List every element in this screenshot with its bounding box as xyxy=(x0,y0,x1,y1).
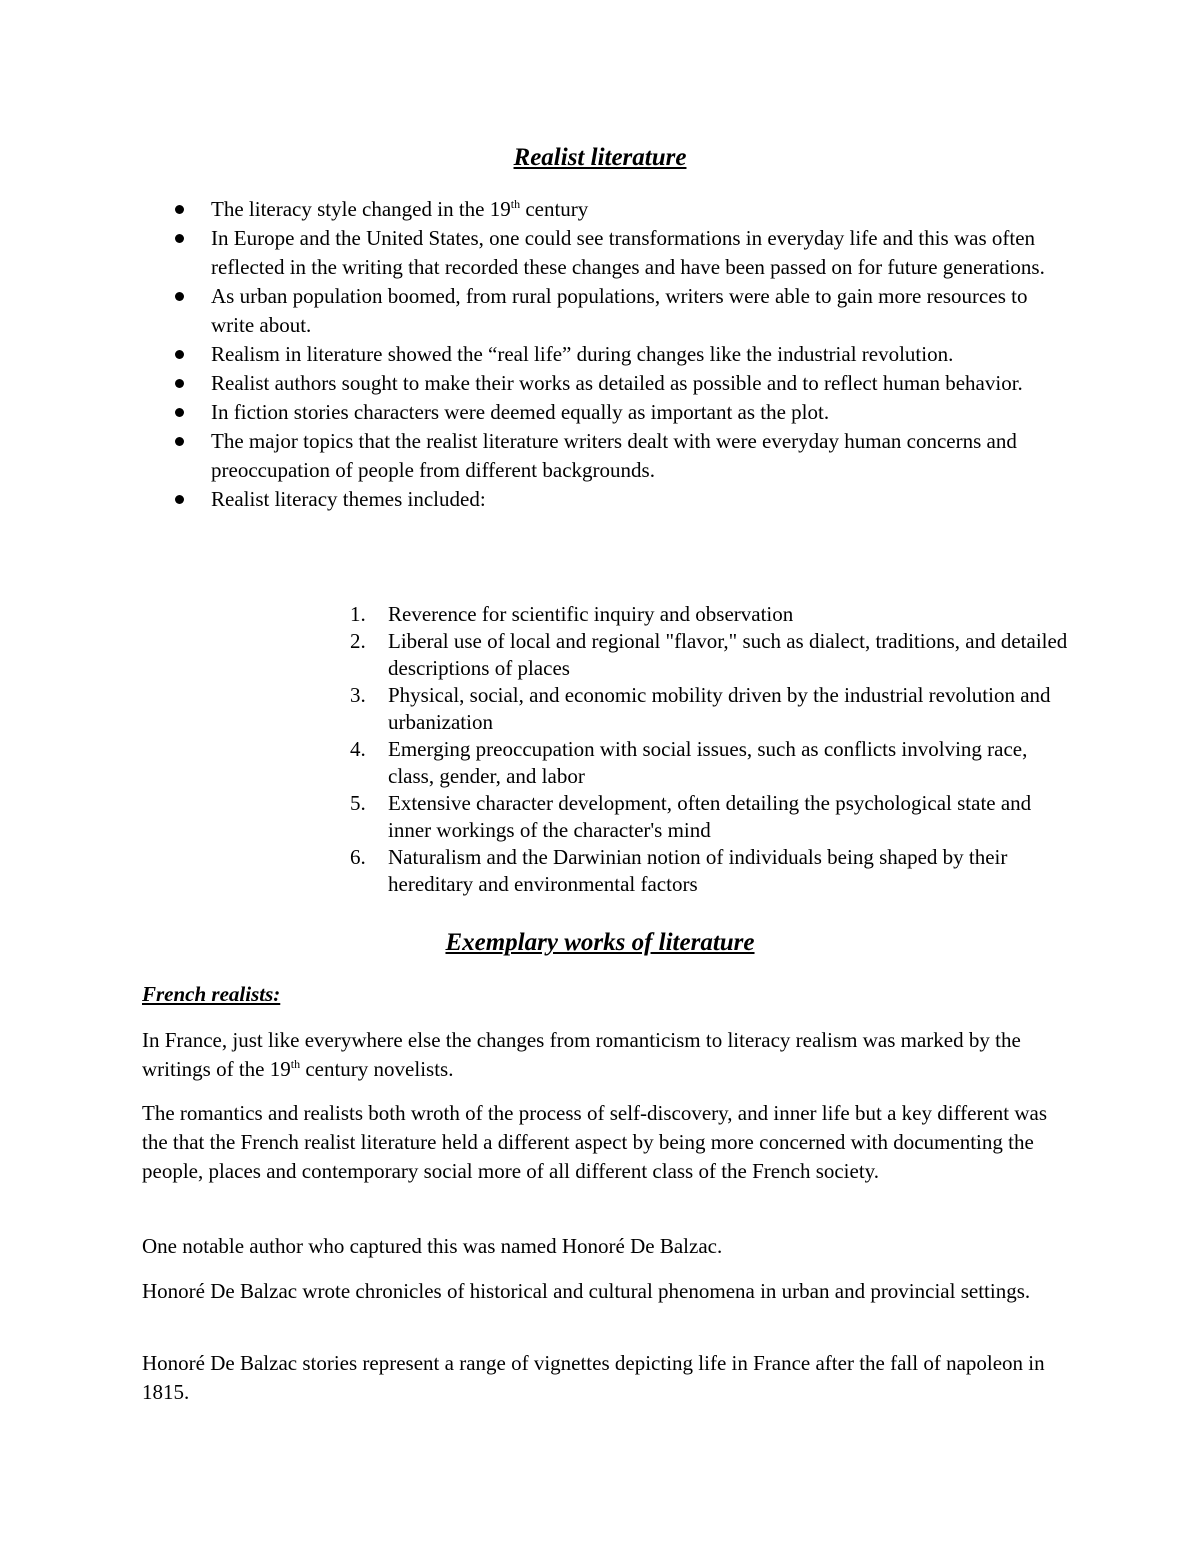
paragraph: In France, just like everywhere else the changes from romanticism to literacy realism was marked by the writings of the 19th century novelists. xyxy=(142,1028,1021,1081)
theme-item: 1. Reverence for scientific inquiry and observation xyxy=(350,602,794,626)
section-title: Exemplary works of literature xyxy=(445,929,755,956)
bullet-item: As urban population boomed, from rural populations, writers were able to gain more resources to write about. xyxy=(172,282,1052,340)
bullet-icon xyxy=(175,437,184,446)
bullet-item: Realist literacy themes included: xyxy=(172,485,1052,514)
bullet-list xyxy=(172,195,1052,514)
bullet-icon xyxy=(175,205,184,214)
bullet-icon xyxy=(175,408,184,417)
subheading: French realists: xyxy=(142,982,281,1006)
paragraph: The romantics and realists both wroth of the process of self-discovery, and inner life but a key different was the that the French realist literature held a different aspect by being more concerned with documenting the people, places and contemporary social more of all different class of the French society. xyxy=(142,1101,1048,1183)
bullet-icon xyxy=(175,234,184,243)
bullet-item: Realist authors sought to make their works as detailed as possible and to reflect human behavior. xyxy=(172,369,1052,398)
bullet-icon xyxy=(175,379,184,388)
themes-list xyxy=(350,601,1070,898)
bullet-icon xyxy=(175,495,184,504)
bullet-item: The literacy style changed in the 19th century xyxy=(172,195,1052,224)
paragraph: Honoré De Balzac wrote chronicles of historical and cultural phenomena in urban and provincial settings. xyxy=(142,1279,1031,1303)
bullet-icon xyxy=(175,292,184,301)
bullet-item: In fiction stories characters were deemed equally as important as the plot. xyxy=(172,398,1052,427)
page-title: Realist literature xyxy=(513,144,687,171)
theme-item: 3. Physical, social, and economic mobility driven by the industrial revolution and urbanization xyxy=(350,683,1051,734)
theme-item: 5. Extensive character development, often detailing the psychological state and inner workings of the character's mind xyxy=(350,791,1032,842)
bullet-icon xyxy=(175,350,184,359)
bullet-item: In Europe and the United States, one could see transformations in everyday life and this was often reflected in the writing that recorded these changes and have been passed on for future generations. xyxy=(172,224,1052,282)
paragraph: Honoré De Balzac stories represent a range of vignettes depicting life in France after the fall of napoleon in 1815. xyxy=(142,1351,1045,1404)
bullet-item: The major topics that the realist literature writers dealt with were everyday human concerns and preoccupation of people from different backgrounds. xyxy=(172,427,1052,485)
theme-item: 2. Liberal use of local and regional "flavor," such as dialect, traditions, and detailed descriptions of places xyxy=(350,629,1068,680)
paragraph: One notable author who captured this was named Honoré De Balzac. xyxy=(142,1234,723,1258)
theme-item: 6. Naturalism and the Darwinian notion of individuals being shaped by their hereditary and environmental factors xyxy=(350,845,1008,896)
theme-item: 4. Emerging preoccupation with social issues, such as conflicts involving race, class, gender, and labor xyxy=(350,737,1028,788)
bullet-item: Realism in literature showed the “real life” during changes like the industrial revolution. xyxy=(172,340,1052,369)
